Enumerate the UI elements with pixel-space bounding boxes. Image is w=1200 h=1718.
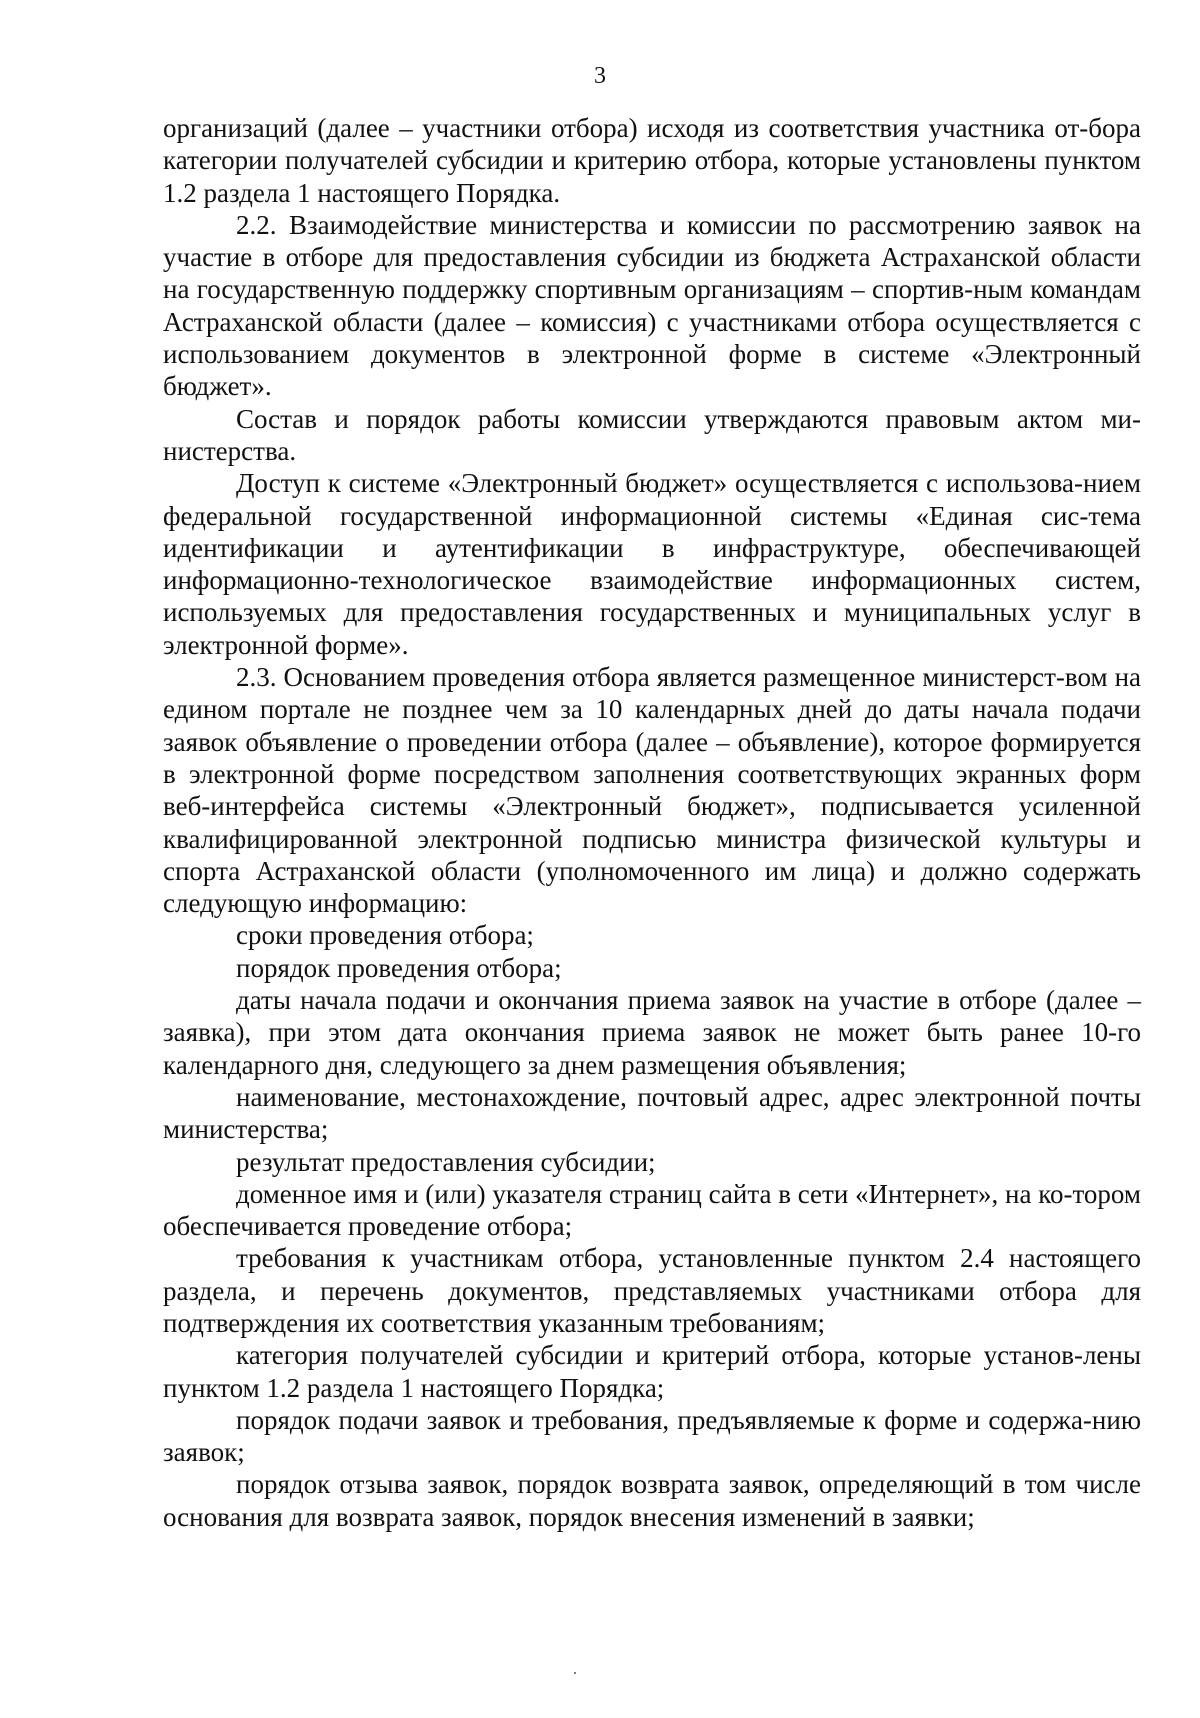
list-item: порядок подачи заявок и требования, предъявляемые к форме и содержа-нию заявок;: [163, 1404, 1141, 1468]
paragraph: организаций (далее – участники отбора) исходя из соответствия участника от-бора категории получателей субсидии и критерию отбора, которые установлены пунктом 1.2 раздела 1 настоящего Порядка.: [163, 113, 1141, 208]
list-item: доменное имя и (или) указателя страниц сайта в сети «Интернет», на ко-тором обеспечивается проведение отбора;: [163, 1178, 1141, 1242]
paragraph: Доступ к системе «Электронный бюджет» осуществляется с использова-нием федеральной государственной информационной системы «Единая сис-тема идентификации и аутентификации в инфраструктуре, обеспечивающей информационно-технологическое взаимодействие информационных систем, используемых для предоставления государственных и муниципальных услуг в электронной форме».: [163, 468, 1141, 660]
paragraph: 2.2. Взаимодействие министерства и комиссии по рассмотрению заявок на участие в отборе для предоставления субсидии из бюджета Астраханской области на государственную поддержку спортивным организациям – спортив-ным командам Астраханской области (далее – комиссия) с участниками отбора осуществляется с использованием документов в электронной форме в системе «Электронный бюджет».: [163, 209, 1141, 402]
list-item: наименование, местонахождение, почтовый адрес, адрес электронной почты министерства;: [163, 1081, 1141, 1145]
list-item: порядок отзыва заявок, порядок возврата заявок, определяющий в том числе основания для возврата заявок, порядок внесения изменений в заявки;: [163, 1469, 1141, 1532]
paragraph: Состав и порядок работы комиссии утверждаются правовым актом ми-нистерства.: [163, 403, 1141, 466]
list-item: требования к участникам отбора, установленные пунктом 2.4 настоящего раздела, и перечень документов, представляемых участниками отбора для подтверждения их соответствия указанным требованиям;: [163, 1243, 1141, 1338]
list-item: результат предоставления субсидии;: [236, 1146, 656, 1177]
scan-speck: [574, 1672, 576, 1674]
paragraph: 2.3. Основанием проведения отбора является размещенное министерст-вом на едином портале не позднее чем за 10 календарных дней до даты начала подачи заявок объявление о проведении отбора (далее – объявление), которое формируется в электронной форме посредством заполнения соответствующих экранных форм веб-интерфейса системы «Электронный бюджет», подписывается усиленной квалифицированной электронной подписью министра физической культуры и спорта Астраханской области (уполномоченного им лица) и должно содержать следующую информацию:: [163, 662, 1141, 919]
list-item: порядок проведения отбора;: [236, 952, 562, 983]
list-item: сроки проведения отбора;: [236, 920, 534, 951]
document-body: [163, 112, 1141, 1533]
list-item: категория получателей субсидии и критерий отбора, которые установ-лены пунктом 1.2 раздела 1 настоящего Порядка;: [163, 1340, 1141, 1403]
list-item: даты начала подачи и окончания приема заявок на участие в отборе (далее – заявка), при этом дата окончания приема заявок не может быть ранее 10-го календарного дня, следующего за днем размещения объявления;: [163, 985, 1141, 1080]
page-number: 3: [594, 63, 606, 89]
